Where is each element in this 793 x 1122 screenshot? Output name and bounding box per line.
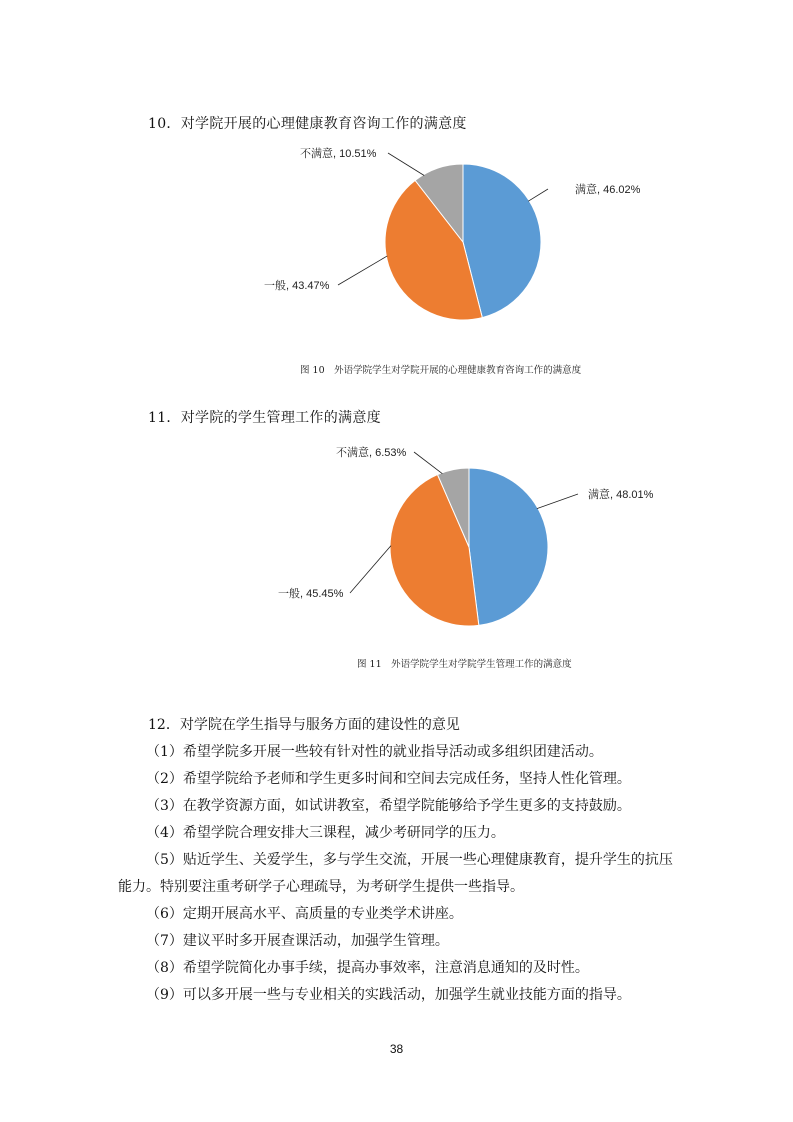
suggestion-item-5: （5）贴近学生、关爱学生，多与学生交流，开展一些心理健康教育，提升学生的抗压能力。特别要注重考研学子心理疏导，为考研学生提供一些指导。 (118, 852, 673, 895)
suggestion-item-6: （6）定期开展高水平、高质量的专业类学术讲座。 (146, 906, 463, 922)
suggestion-item-4: （4）希望学院合理安排大三课程，减少考研同学的压力。 (146, 825, 505, 841)
data-label-average: 一般, 45.45% (278, 588, 344, 600)
data-label-satisfied: 满意, 46.02% (575, 184, 641, 196)
section-12-heading: 12．对学院在学生指导与服务方面的建设性的意见 (148, 717, 460, 733)
data-label-dissatisfied: 不满意, 10.51% (300, 148, 377, 160)
pie-slice-satisfied (469, 468, 548, 625)
suggestion-item-1: （1）希望学院多开展一些较有针对性的就业指导活动或多组织团建活动。 (146, 744, 603, 760)
suggestion-item-7: （7）建议平时多开展查课活动，加强学生管理。 (146, 933, 449, 949)
suggestion-item-8: （8）希望学院简化办事手续，提高办事效率，注意消息通知的及时性。 (146, 960, 589, 976)
figure-11-caption: 图 11 外语学院学生对学院学生管理工作的满意度 (357, 659, 572, 670)
leader-line-average (338, 256, 387, 285)
pie-chart-10 (0, 145, 793, 365)
pie-chart-11 (0, 440, 793, 660)
section-10-heading: 10．对学院开展的心理健康教育咨询工作的满意度 (148, 116, 467, 132)
data-label-average: 一般, 43.47% (264, 280, 330, 292)
figure-10-caption: 图 10 外语学院学生对学院开展的心理健康教育咨询工作的满意度 (300, 365, 582, 376)
suggestion-item-3: （3）在教学资源方面，如试讲教室，希望学院能够给予学生更多的支持鼓励。 (146, 798, 631, 814)
data-label-satisfied: 满意, 48.01% (588, 489, 654, 501)
page-number: 38 (389, 1042, 404, 1056)
suggestion-item-9: （9）可以多开展一些与专业相关的实践活动，加强学生就业技能方面的指导。 (146, 987, 631, 1003)
leader-line-average (350, 546, 391, 593)
leader-line-satisfied (537, 494, 578, 509)
data-label-dissatisfied: 不满意, 6.53% (336, 447, 407, 459)
leader-line-satisfied (528, 189, 548, 201)
leader-line-dissatisfied (388, 153, 424, 175)
suggestion-item-2: （2）希望学院给予老师和学生更多时间和空间去完成任务，坚持人性化管理。 (146, 771, 631, 787)
section-11-heading: 11．对学院的学生管理工作的满意度 (148, 410, 381, 426)
section-12 (118, 712, 678, 1009)
leader-line-dissatisfied (414, 452, 442, 474)
